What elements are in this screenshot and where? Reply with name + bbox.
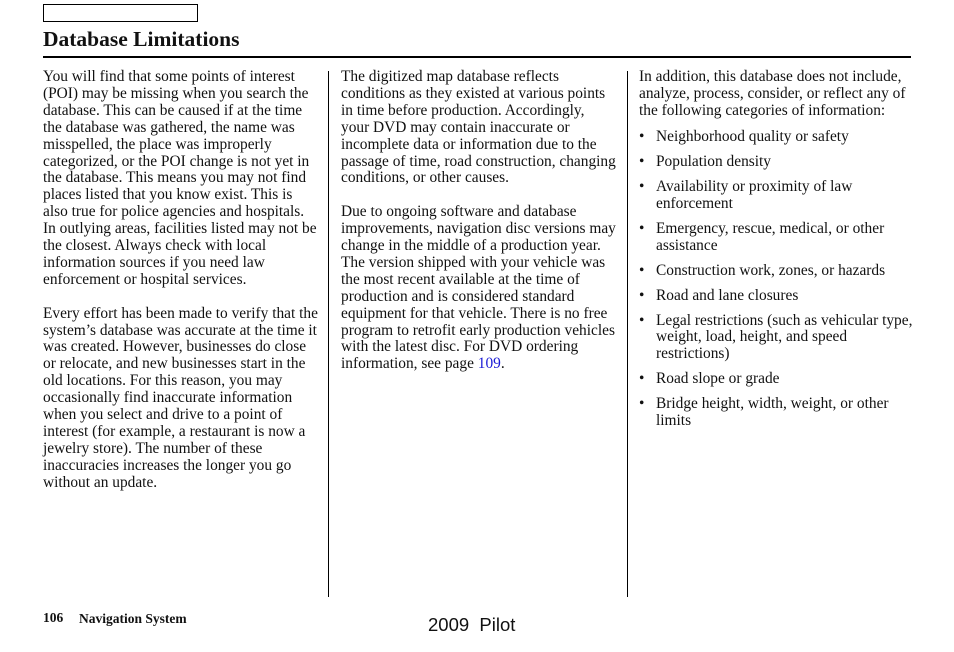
- column-middle: [341, 69, 616, 390]
- column-left: [43, 69, 318, 509]
- page-109-link[interactable]: 109: [477, 355, 501, 373]
- list-item-text: Neighborhood quality or safety: [656, 127, 849, 145]
- header-tab-box: [43, 4, 198, 22]
- column-divider-1: [328, 71, 329, 597]
- list-item-text: Legal restrictions (such as vehicular type, weight, load, height, and speed restrictions): [656, 311, 913, 363]
- bullet-icon: •: [639, 261, 645, 279]
- list-item: [639, 179, 919, 213]
- bullet-icon: •: [639, 311, 645, 329]
- bullet-icon: •: [639, 395, 645, 413]
- paragraph-disc-versions: [341, 204, 616, 373]
- bullet-icon: •: [639, 370, 645, 388]
- column-right: [639, 69, 919, 438]
- footer-page-number: 106: [43, 610, 64, 625]
- bullet-icon: •: [639, 219, 645, 237]
- list-item-text: Bridge height, width, weight, or other limits: [656, 395, 889, 430]
- list-item: [639, 288, 919, 305]
- list-item: [639, 313, 919, 364]
- link-suffix: .: [500, 355, 505, 373]
- list-item-text: Road slope or grade: [656, 370, 780, 388]
- list-item: [639, 263, 919, 280]
- footer-section-name: Navigation System: [79, 611, 187, 626]
- list-item-text: Population density: [656, 152, 772, 170]
- footer-model-name: 2009 Pilot: [428, 614, 516, 635]
- disc-versions-text: Due to ongoing software and database improvements, navigation disc versions may change in the middle of a production year. The version shipped with your vehicle was the most recent available at the time of production and is considered standard equipment for that vehicle. There is no free program to retrofit early production vehicles with the latest disc. For DVD ordering information, see page: [341, 203, 616, 373]
- bullet-icon: •: [639, 127, 645, 145]
- paragraph-map-conditions: The digitized map database reflects conditions as they existed at various points in time before production. Accordingly, your DVD may contain inaccurate or incomplete data or information due to the passage of time, road construction, changing conditions, or other causes.: [341, 68, 616, 187]
- page-title: Database Limitations: [43, 27, 240, 51]
- paragraph-poi-missing: You will find that some points of interest (POI) may be missing when you search the database. This can be caused if at the time the database was gathered, the name was misspelled, the place was improperly categorized, or the POI change is not yet in the database. This means you may not find places listed that you know exist. This is also true for police agencies and hospitals. In outlying areas, facilities listed may not be the closest. Always check with local information sources if you need law enforcement or hospital services.: [43, 68, 317, 288]
- list-item-text: Availability or proximity of law enforcement: [656, 177, 853, 212]
- list-item-text: Emergency, rescue, medical, or other assistance: [656, 219, 885, 254]
- paragraph-database-accuracy: Every effort has been made to verify that the system’s database was accurate at the time it was created. However, businesses do close or relocate, and new businesses start in the old locations. For this reason, you may occasionally find inaccurate information when you select and drive to a point of interest (for example, a restaurant is now a jewelry store). The number of these inaccuracies increases the longer you go without an update.: [43, 304, 318, 491]
- list-item: [639, 221, 919, 255]
- list-item: [639, 396, 919, 430]
- paragraph-excluded-categories-intro: In addition, this database does not include, analyze, process, consider, or reflect any of the following categories of information:: [639, 68, 906, 119]
- bullet-icon: •: [639, 152, 645, 170]
- list-item-text: Road and lane closures: [656, 286, 799, 304]
- excluded-categories-list: [639, 129, 919, 430]
- list-item-text: Construction work, zones, or hazards: [656, 261, 886, 279]
- bullet-icon: •: [639, 177, 645, 195]
- title-divider: [43, 56, 911, 58]
- list-item: [639, 129, 919, 146]
- list-item: [639, 371, 919, 388]
- column-divider-2: [627, 71, 628, 597]
- list-item: [639, 154, 919, 171]
- bullet-icon: •: [639, 286, 645, 304]
